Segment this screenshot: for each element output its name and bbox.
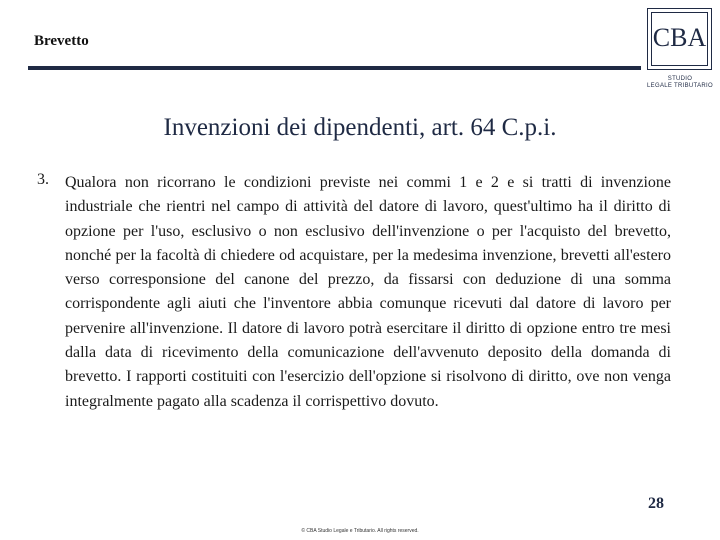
- logo-text: CBA: [652, 23, 707, 52]
- logo-subtitle-line1: STUDIO: [667, 76, 693, 82]
- logo-subtitle: [640, 76, 720, 90]
- footer-copyright: © CBA Studio Legale e Tributario. All rights reserved.: [301, 528, 419, 534]
- section-label: Brevetto: [34, 33, 89, 49]
- list-item-text: Qualora non ricorrano le condizioni previste nei commi 1 e 2 e si tratti di invenzione industriale che rientri nel campo di attività del datore di lavoro, quest'ultimo ha il diritto di opzione per l'uso, esclusivo o non esclusivo dell'invenzione o per l'acquisto del brevetto, nonché per la facoltà di chiedere od acquistare, per la medesima invenzione, brevetti all'estero verso corresponsione del canone del prezzo, da fissarsi con deduzione di una somma corrispondente agli aiuti che l'inventore abbia comunque ricevuti dal datore di lavoro per pervenire all'invenzione. Il datore di lavoro potrà esercitare il diritto di opzione entro tre mesi dalla data di ricevimento della comunicazione dell'avvenuto deposito della domanda di brevetto. I rapporti costituiti con l'esercizio dell'opzione si risolvono di diritto, ove non venga integralmente pagato alla scadenza il corrispettivo dovuto.: [65, 174, 671, 410]
- cba-logo: [647, 8, 712, 70]
- page-number: 28: [648, 495, 664, 512]
- logo-subtitle-line2: LEGALE TRIBUTARIO: [647, 83, 713, 89]
- list-item-number: 3.: [37, 171, 49, 188]
- slide-title: Invenzioni dei dipendenti, art. 64 C.p.i.: [163, 114, 557, 141]
- header-divider: [28, 66, 641, 70]
